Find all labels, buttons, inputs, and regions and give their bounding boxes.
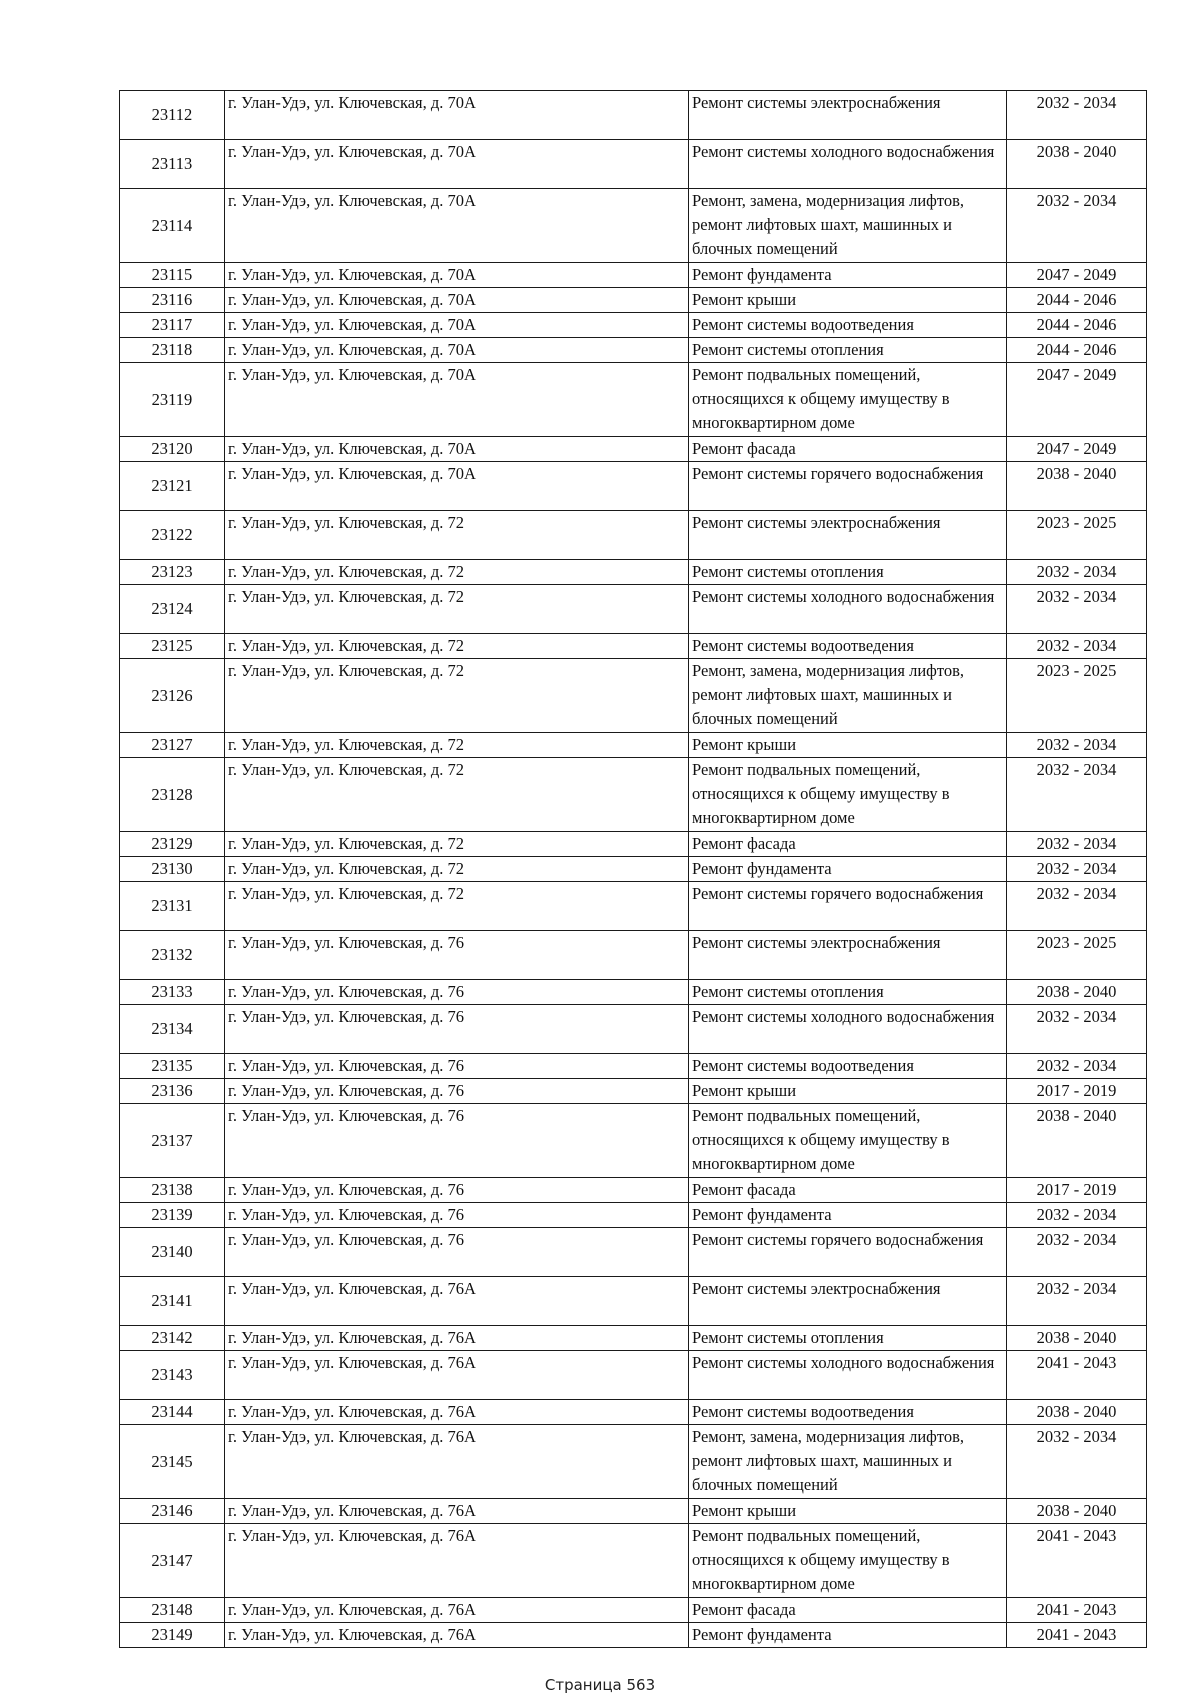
period-cell: 2041 - 2043 [1007,1598,1147,1623]
work-type-cell: Ремонт системы электроснабжения [689,511,1007,560]
period-cell: 2032 - 2034 [1007,882,1147,931]
row-number-cell: 23149 [120,1623,225,1648]
row-number-cell: 23130 [120,857,225,882]
table-row [120,288,1147,313]
work-type-cell: Ремонт системы холодного водоснабжения [689,1351,1007,1400]
table-row [120,659,1147,733]
work-type-cell: Ремонт фундамента [689,857,1007,882]
period-cell: 2032 - 2034 [1007,857,1147,882]
table-row [120,758,1147,832]
work-type-cell: Ремонт фундамента [689,1203,1007,1228]
row-number-cell: 23138 [120,1178,225,1203]
period-cell: 2044 - 2046 [1007,313,1147,338]
row-number-cell: 23133 [120,980,225,1005]
table-row [120,1079,1147,1104]
work-type-cell: Ремонт подвальных помещений, относящихся к общему имуществу в многоквартирном доме [689,1104,1007,1178]
table-row [120,1228,1147,1277]
work-type-cell: Ремонт фасада [689,437,1007,462]
work-type-cell: Ремонт системы электроснабжения [689,1277,1007,1326]
period-cell: 2038 - 2040 [1007,140,1147,189]
period-cell: 2038 - 2040 [1007,1326,1147,1351]
table-row [120,140,1147,189]
address-cell: г. Улан-Удэ, ул. Ключевская, д. 76 [225,980,689,1005]
row-number-cell: 23135 [120,1054,225,1079]
address-cell: г. Улан-Удэ, ул. Ключевская, д. 72 [225,585,689,634]
table-row [120,1351,1147,1400]
row-number-cell: 23123 [120,560,225,585]
work-type-cell: Ремонт подвальных помещений, относящихся к общему имуществу в многоквартирном доме [689,1524,1007,1598]
work-type-cell: Ремонт системы водоотведения [689,1054,1007,1079]
row-number-cell: 23120 [120,437,225,462]
address-cell: г. Улан-Удэ, ул. Ключевская, д. 76 [225,931,689,980]
period-cell: 2044 - 2046 [1007,338,1147,363]
row-number-cell: 23148 [120,1598,225,1623]
row-number-cell: 23114 [120,189,225,263]
work-type-cell: Ремонт подвальных помещений, относящихся к общему имуществу в многоквартирном доме [689,758,1007,832]
work-type-cell: Ремонт крыши [689,288,1007,313]
address-cell: г. Улан-Удэ, ул. Ключевская, д. 76 [225,1178,689,1203]
table-row [120,1499,1147,1524]
row-number-cell: 23137 [120,1104,225,1178]
table-row [120,931,1147,980]
table-row [120,363,1147,437]
work-type-cell: Ремонт системы холодного водоснабжения [689,1005,1007,1054]
table-row [120,980,1147,1005]
address-cell: г. Улан-Удэ, ул. Ключевская, д. 76А [225,1326,689,1351]
address-cell: г. Улан-Удэ, ул. Ключевская, д. 70А [225,91,689,140]
address-cell: г. Улан-Удэ, ул. Ключевская, д. 70А [225,288,689,313]
table-row [120,1104,1147,1178]
row-number-cell: 23129 [120,832,225,857]
period-cell: 2032 - 2034 [1007,585,1147,634]
page-number: Страница 563 [544,1676,656,1694]
table-row [120,1623,1147,1648]
table-row [120,1203,1147,1228]
period-cell: 2032 - 2034 [1007,758,1147,832]
address-cell: г. Улан-Удэ, ул. Ключевская, д. 70А [225,140,689,189]
table-row [120,1326,1147,1351]
row-number-cell: 23145 [120,1425,225,1499]
address-cell: г. Улан-Удэ, ул. Ключевская, д. 72 [225,882,689,931]
address-cell: г. Улан-Удэ, ул. Ключевская, д. 76А [225,1623,689,1648]
row-number-cell: 23134 [120,1005,225,1054]
row-number-cell: 23146 [120,1499,225,1524]
address-cell: г. Улан-Удэ, ул. Ключевская, д. 72 [225,758,689,832]
row-number-cell: 23118 [120,338,225,363]
period-cell: 2041 - 2043 [1007,1351,1147,1400]
row-number-cell: 23116 [120,288,225,313]
address-cell: г. Улан-Удэ, ул. Ключевская, д. 72 [225,511,689,560]
address-cell: г. Улан-Удэ, ул. Ключевская, д. 76А [225,1425,689,1499]
work-type-cell: Ремонт системы отопления [689,560,1007,585]
address-cell: г. Улан-Удэ, ул. Ключевская, д. 70А [225,263,689,288]
table-row [120,462,1147,511]
address-cell: г. Улан-Удэ, ул. Ключевская, д. 72 [225,659,689,733]
row-number-cell: 23140 [120,1228,225,1277]
period-cell: 2017 - 2019 [1007,1079,1147,1104]
address-cell: г. Улан-Удэ, ул. Ключевская, д. 70А [225,313,689,338]
table-row [120,437,1147,462]
table-row [120,263,1147,288]
table-row [120,313,1147,338]
table-row [120,585,1147,634]
row-number-cell: 23127 [120,733,225,758]
work-type-cell: Ремонт системы водоотведения [689,1400,1007,1425]
work-type-cell: Ремонт системы отопления [689,980,1007,1005]
table-row [120,733,1147,758]
period-cell: 2038 - 2040 [1007,980,1147,1005]
period-cell: 2032 - 2034 [1007,1425,1147,1499]
row-number-cell: 23142 [120,1326,225,1351]
period-cell: 2038 - 2040 [1007,462,1147,511]
table-row [120,511,1147,560]
address-cell: г. Улан-Удэ, ул. Ключевская, д. 70А [225,189,689,263]
address-cell: г. Улан-Удэ, ул. Ключевская, д. 76А [225,1277,689,1326]
period-cell: 2032 - 2034 [1007,1228,1147,1277]
work-type-cell: Ремонт крыши [689,733,1007,758]
row-number-cell: 23117 [120,313,225,338]
period-cell: 2047 - 2049 [1007,263,1147,288]
row-number-cell: 23126 [120,659,225,733]
row-number-cell: 23112 [120,91,225,140]
address-cell: г. Улан-Удэ, ул. Ключевская, д. 76 [225,1005,689,1054]
address-cell: г. Улан-Удэ, ул. Ключевская, д. 72 [225,832,689,857]
period-cell: 2032 - 2034 [1007,634,1147,659]
period-cell: 2038 - 2040 [1007,1499,1147,1524]
work-type-cell: Ремонт системы отопления [689,1326,1007,1351]
address-cell: г. Улан-Удэ, ул. Ключевская, д. 70А [225,437,689,462]
work-type-cell: Ремонт, замена, модернизация лифтов, ремонт лифтовых шахт, машинных и блочных помещений [689,1425,1007,1499]
address-cell: г. Улан-Удэ, ул. Ключевская, д. 76А [225,1499,689,1524]
table-row [120,832,1147,857]
address-cell: г. Улан-Удэ, ул. Ключевская, д. 70А [225,462,689,511]
address-cell: г. Улан-Удэ, ул. Ключевская, д. 76 [225,1228,689,1277]
address-cell: г. Улан-Удэ, ул. Ключевская, д. 76 [225,1054,689,1079]
period-cell: 2032 - 2034 [1007,560,1147,585]
work-type-cell: Ремонт системы электроснабжения [689,91,1007,140]
period-cell: 2032 - 2034 [1007,189,1147,263]
table-row [120,560,1147,585]
work-type-cell: Ремонт системы холодного водоснабжения [689,585,1007,634]
period-cell: 2038 - 2040 [1007,1104,1147,1178]
row-number-cell: 23113 [120,140,225,189]
period-cell: 2032 - 2034 [1007,91,1147,140]
row-number-cell: 23141 [120,1277,225,1326]
work-type-cell: Ремонт системы отопления [689,338,1007,363]
table-row [120,1425,1147,1499]
row-number-cell: 23136 [120,1079,225,1104]
address-cell: г. Улан-Удэ, ул. Ключевская, д. 76 [225,1079,689,1104]
work-type-cell: Ремонт фундамента [689,1623,1007,1648]
address-cell: г. Улан-Удэ, ул. Ключевская, д. 76А [225,1598,689,1623]
address-cell: г. Улан-Удэ, ул. Ключевская, д. 70А [225,363,689,437]
period-cell: 2032 - 2034 [1007,733,1147,758]
row-number-cell: 23121 [120,462,225,511]
row-number-cell: 23128 [120,758,225,832]
table-row [120,1277,1147,1326]
period-cell: 2023 - 2025 [1007,659,1147,733]
period-cell: 2032 - 2034 [1007,1005,1147,1054]
address-cell: г. Улан-Удэ, ул. Ключевская, д. 72 [225,560,689,585]
period-cell: 2023 - 2025 [1007,931,1147,980]
work-type-cell: Ремонт системы холодного водоснабжения [689,140,1007,189]
work-type-cell: Ремонт фасада [689,1178,1007,1203]
address-cell: г. Улан-Удэ, ул. Ключевская, д. 76А [225,1351,689,1400]
table-row [120,1054,1147,1079]
period-cell: 2032 - 2034 [1007,1203,1147,1228]
period-cell: 2032 - 2034 [1007,1277,1147,1326]
table-row [120,857,1147,882]
table-row [120,1005,1147,1054]
row-number-cell: 23125 [120,634,225,659]
table-row [120,882,1147,931]
row-number-cell: 23131 [120,882,225,931]
work-type-cell: Ремонт системы горячего водоснабжения [689,882,1007,931]
table-row [120,1598,1147,1623]
work-type-cell: Ремонт крыши [689,1079,1007,1104]
work-type-cell: Ремонт системы электроснабжения [689,931,1007,980]
repair-schedule-table [119,90,1147,1648]
row-number-cell: 23144 [120,1400,225,1425]
address-cell: г. Улан-Удэ, ул. Ключевская, д. 70А [225,338,689,363]
work-type-cell: Ремонт системы водоотведения [689,634,1007,659]
work-type-cell: Ремонт системы водоотведения [689,313,1007,338]
period-cell: 2047 - 2049 [1007,437,1147,462]
address-cell: г. Улан-Удэ, ул. Ключевская, д. 72 [225,857,689,882]
work-type-cell: Ремонт, замена, модернизация лифтов, ремонт лифтовых шахт, машинных и блочных помещений [689,659,1007,733]
work-type-cell: Ремонт подвальных помещений, относящихся к общему имуществу в многоквартирном доме [689,363,1007,437]
address-cell: г. Улан-Удэ, ул. Ключевская, д. 76А [225,1400,689,1425]
period-cell: 2041 - 2043 [1007,1524,1147,1598]
work-type-cell: Ремонт системы горячего водоснабжения [689,462,1007,511]
address-cell: г. Улан-Удэ, ул. Ключевская, д. 72 [225,634,689,659]
row-number-cell: 23124 [120,585,225,634]
row-number-cell: 23147 [120,1524,225,1598]
period-cell: 2044 - 2046 [1007,288,1147,313]
row-number-cell: 23139 [120,1203,225,1228]
period-cell: 2032 - 2034 [1007,832,1147,857]
work-type-cell: Ремонт крыши [689,1499,1007,1524]
table-row [120,1178,1147,1203]
table-row [120,634,1147,659]
row-number-cell: 23115 [120,263,225,288]
address-cell: г. Улан-Удэ, ул. Ключевская, д. 72 [225,733,689,758]
period-cell: 2041 - 2043 [1007,1623,1147,1648]
period-cell: 2047 - 2049 [1007,363,1147,437]
period-cell: 2032 - 2034 [1007,1054,1147,1079]
table-row [120,91,1147,140]
period-cell: 2023 - 2025 [1007,511,1147,560]
period-cell: 2038 - 2040 [1007,1400,1147,1425]
address-cell: г. Улан-Удэ, ул. Ключевская, д. 76А [225,1524,689,1598]
work-type-cell: Ремонт системы горячего водоснабжения [689,1228,1007,1277]
table-row [120,1400,1147,1425]
work-type-cell: Ремонт фасада [689,832,1007,857]
address-cell: г. Улан-Удэ, ул. Ключевская, д. 76 [225,1203,689,1228]
table-row [120,1524,1147,1598]
work-type-cell: Ремонт фасада [689,1598,1007,1623]
period-cell: 2017 - 2019 [1007,1178,1147,1203]
address-cell: г. Улан-Удэ, ул. Ключевская, д. 76 [225,1104,689,1178]
row-number-cell: 23122 [120,511,225,560]
row-number-cell: 23119 [120,363,225,437]
table-row [120,338,1147,363]
row-number-cell: 23132 [120,931,225,980]
work-type-cell: Ремонт, замена, модернизация лифтов, ремонт лифтовых шахт, машинных и блочных помещений [689,189,1007,263]
row-number-cell: 23143 [120,1351,225,1400]
table-row [120,189,1147,263]
work-type-cell: Ремонт фундамента [689,263,1007,288]
